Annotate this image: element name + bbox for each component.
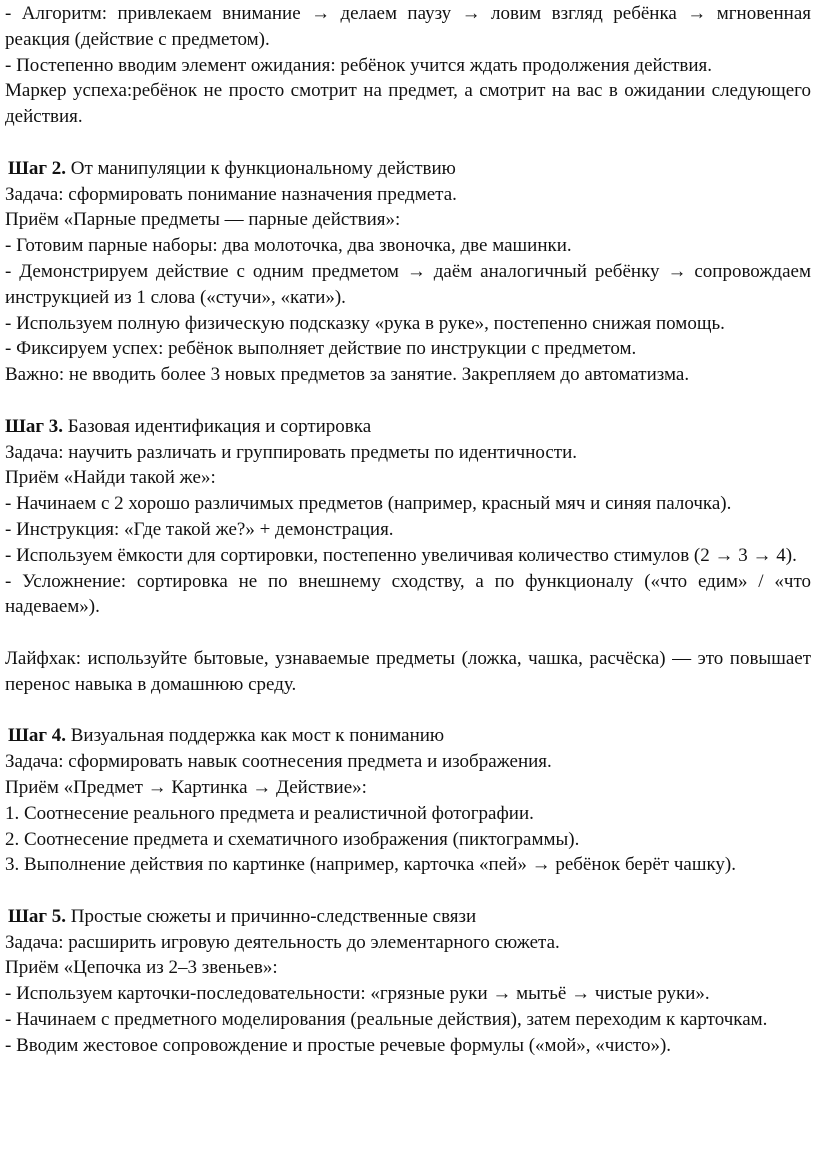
step5-line: Задача: расширить игровую деятельность до элементарного сюжета. <box>5 931 560 953</box>
step4-label: Шаг 4. <box>8 725 66 747</box>
step2-line: - Демонстрируем действие с одним предметом → даём аналогичный ребёнку → сопровождаем инструкцией из 1 слова («стучи», «кати»). <box>5 260 811 308</box>
spacer <box>5 698 811 724</box>
step2-line: Важно: не вводить более 3 новых предметов за занятие. Закрепляем до автоматизма. <box>5 364 690 386</box>
step3-line: - Усложнение: сортировка не по внешнему сходству, а по функционалу («что едим» / «что надеваем»). <box>5 570 811 618</box>
step2-line: Задача: сформировать понимание назначения предмета. <box>5 183 457 205</box>
step2-line: Приём «Парные предметы — парные действия»: <box>5 209 401 231</box>
intro-paragraph-2: - Постепенно вводим элемент ожидания: ребёнок учится ждать продолжения действия. <box>5 54 713 76</box>
step2-line: - Готовим парные наборы: два молоточка, два звоночка, две машинки. <box>5 235 572 257</box>
step3-heading <box>5 414 811 440</box>
step2-title: От манипуляции к функциональному действию <box>66 157 456 179</box>
spacer <box>5 130 811 156</box>
step5-line: - Начинаем с предметного моделирования (реальные действия), затем переходим к карточкам. <box>5 1009 768 1031</box>
step2-line: - Используем полную физическую подсказку «рука в руке», постепенно снижая помощь. <box>5 312 725 334</box>
step3-title: Базовая идентификация и сортировка <box>63 415 372 437</box>
step2-heading <box>5 156 811 182</box>
spacer <box>5 878 811 904</box>
step4-title: Визуальная поддержка как мост к пониманию <box>66 725 445 747</box>
intro-success-marker: Маркер успеха:ребёнок не просто смотрит на предмет, а смотрит на вас в ожидании следующего действия. <box>5 80 811 128</box>
step4-line: Задача: сформировать навык соотнесения предмета и изображения. <box>5 751 552 773</box>
spacer <box>5 388 811 414</box>
step4-line: 3. Выполнение действия по картинке (например, карточка «пей» → ребёнок берёт чашку). <box>5 854 736 876</box>
step3-label: Шаг 3. <box>5 415 63 437</box>
step5-label: Шаг 5. <box>8 905 66 927</box>
step4-line: 1. Соотнесение реального предмета и реалистичной фотографии. <box>5 802 534 824</box>
step3-line: Задача: научить различать и группировать предметы по идентичности. <box>5 441 578 463</box>
step3-line: Приём «Найди такой же»: <box>5 467 216 489</box>
step3-lifehack: Лайфхак: используйте бытовые, узнаваемые предметы (ложка, чашка, расчёска) — это повышает перенос навыка в домашнюю среду. <box>5 647 811 695</box>
intro-paragraph-1: - Алгоритм: привлекаем внимание → делаем паузу → ловим взгляд ребёнка → мгновенная реакция (действие с предметом). <box>5 3 811 50</box>
step4-line: 2. Соотнесение предмета и схематичного изображения (пиктограммы). <box>5 828 580 850</box>
step5-heading <box>5 904 811 930</box>
step3-line: - Используем ёмкости для сортировки, постепенно увеличивая количество стимулов (2 → 3 → 4). <box>5 544 797 566</box>
step4-line: Приём «Предмет → Картинка → Действие»: <box>5 776 367 798</box>
step5-title: Простые сюжеты и причинно-следственные связи <box>66 905 477 927</box>
spacer <box>5 620 811 646</box>
step2-label: Шаг 2. <box>8 157 66 179</box>
document-body <box>5 1 811 1059</box>
step4-heading <box>5 723 811 749</box>
step5-line: - Вводим жестовое сопровождение и простые речевые формулы («мой», «чисто»). <box>5 1034 672 1056</box>
step5-line: Приём «Цепочка из 2–3 звеньев»: <box>5 957 278 979</box>
step3-line: - Инструкция: «Где такой же?» + демонстрация. <box>5 518 394 540</box>
step5-line: - Используем карточки-последовательности: «грязные руки → мытьё → чистые руки». <box>5 983 710 1005</box>
step2-line: - Фиксируем успех: ребёнок выполняет действие по инструкции с предметом. <box>5 338 637 360</box>
step3-line: - Начинаем с 2 хорошо различимых предметов (например, красный мяч и синяя палочка). <box>5 493 732 515</box>
